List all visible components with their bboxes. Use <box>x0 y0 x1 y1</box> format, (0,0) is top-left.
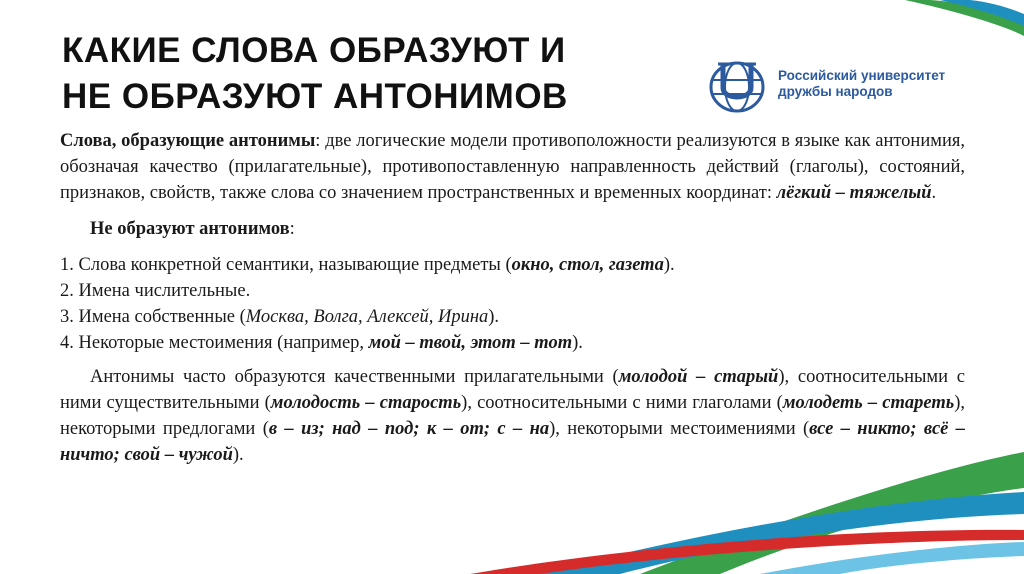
globe-emblem-icon <box>706 58 768 114</box>
final-text: ), некоторыми местоимениями ( <box>549 419 810 439</box>
list-item-end: ). <box>488 307 500 327</box>
final-example: в – из; над – под; к – от; с – на <box>268 419 550 439</box>
intro-paragraph <box>60 128 965 206</box>
university-logo <box>706 58 996 114</box>
final-text: ), некоторыми предлогами ( <box>60 393 965 439</box>
not-forming-list <box>60 252 965 356</box>
list-item <box>60 278 965 304</box>
list-item <box>60 304 965 330</box>
list-item-end: ). <box>663 255 675 275</box>
final-text: ). <box>232 445 244 465</box>
title-line-1: КАКИЕ СЛОВА ОБРАЗУЮТ И <box>62 31 566 70</box>
final-text: ), соотносительными с ними глаголами ( <box>461 393 783 413</box>
logo-line-1: Российский университет <box>778 68 946 83</box>
list-item-text: 2. Имена числительные. <box>60 281 251 301</box>
list-item-text: 1. Слова конкретной семантики, называющие предметы ( <box>60 255 512 275</box>
intro-lead: Слова, образующие антонимы <box>60 131 316 151</box>
final-text: Антонимы часто образуются качественными прилагательными ( <box>90 367 619 387</box>
not-forming-lead: Не образуют антонимов <box>90 219 290 239</box>
green-wave-bottom <box>640 452 1024 574</box>
final-example: молодость – старость <box>270 393 462 413</box>
slide-title <box>62 28 702 120</box>
final-example: молодеть – стареть <box>782 393 955 413</box>
slide-content <box>60 128 965 468</box>
not-forming-heading <box>60 216 965 242</box>
list-item-end: ). <box>572 333 583 353</box>
light-blue-wave-bottom <box>760 542 1024 574</box>
list-item-text: 3. Имена собственные ( <box>60 307 246 327</box>
blue-wave-bottom <box>540 492 1024 574</box>
blue-wave-top <box>940 0 1024 26</box>
list-item-example: окно, стол, газета <box>511 255 664 275</box>
final-text: ), соотносительными с ними существительными ( <box>60 367 965 413</box>
final-paragraph <box>60 364 965 468</box>
intro-text: : две логические модели противоположности реализуются в языке как антонимия, обозначая качество (прилагательные), противопоставленную направленность действий (глаголы), состояний, признаков, свойств, также слова со значением пространственных и временных координат: <box>60 131 965 203</box>
not-forming-end: : <box>289 219 295 239</box>
green-wave-top <box>905 0 1024 36</box>
final-example: молодой – старый <box>618 367 779 387</box>
list-item <box>60 252 965 278</box>
intro-end: . <box>931 183 937 203</box>
red-wave-bottom <box>470 530 1024 574</box>
logo-text <box>778 68 945 100</box>
list-item-text: 4. Некоторые местоимения (например, <box>60 333 369 353</box>
intro-example: лёгкий – тяжелый <box>776 183 932 203</box>
title-line-2: НЕ ОБРАЗУЮТ АНТОНИМОВ <box>62 77 568 116</box>
logo-line-2: дружбы народов <box>778 84 893 99</box>
list-item-example: мой – твой, этот – тот <box>368 333 573 353</box>
list-item <box>60 330 965 356</box>
list-item-example: Москва, Волга, Алексей, Ирина <box>245 307 489 327</box>
final-example: все – никто; всё – ничто; свой – чужой <box>60 419 965 465</box>
